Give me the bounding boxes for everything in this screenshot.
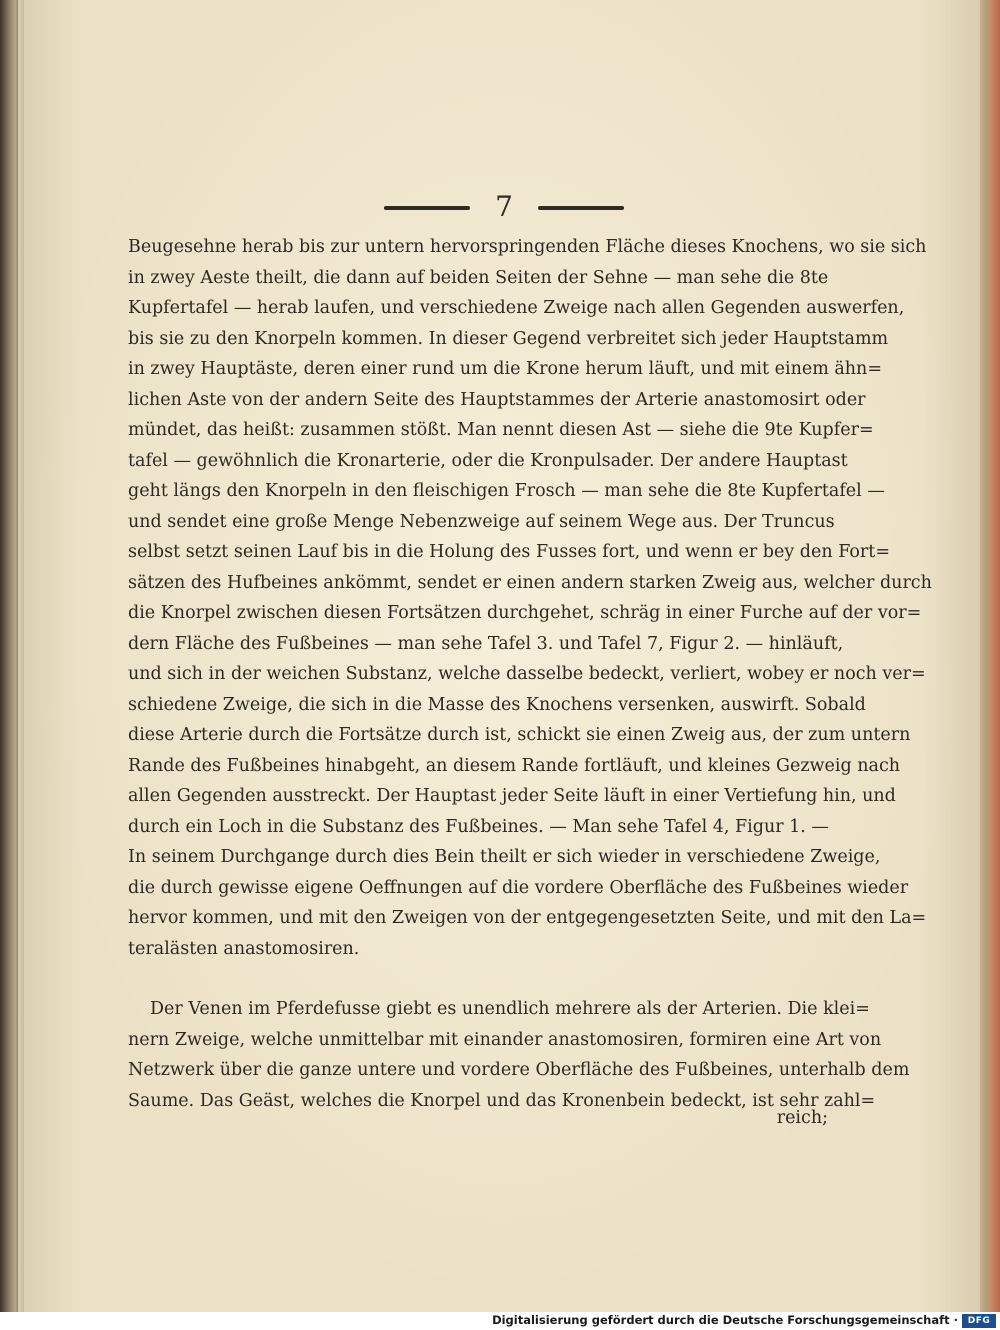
text-line: die durch gewisse eigene Oeffnungen auf die vordere Oberfläche des Fußbeines wieder [128,877,909,898]
text-line: selbst setzt seinen Lauf bis in die Holung des Fusses fort, und wenn er bey den Fort= [128,542,890,562]
paragraph-2 [128,994,910,1116]
text-line: durch ein Loch in die Substanz des Fußbeines. — Man sehe Tafel 4, Figur 1. — [128,816,829,837]
text-line: dern Fläche des Fußbeines — man sehe Tafel 3. und Tafel 7, Figur 2. — hinläuft, [128,633,844,654]
text-line: mündet, das heißt: zusammen stößt. Man nennt diesen Ast — siehe die 9te Kupfer= [128,420,874,440]
header-rule-right [538,206,624,210]
text-line: Rande des Fußbeines hinabgeht, an diesem Rande fortläuft, und kleines Gezweig nach [128,755,901,776]
text-line: Saume. Das Geäst, welches die Knorpel und das Kronenbein bedeckt, ist sehr zahl= [128,1090,876,1111]
text-line: tafel — gewöhnlich die Kronarterie, oder die Kronpulsader. Der andere Hauptast [128,450,848,471]
page-header [24,190,980,226]
page-number: 7 [495,190,513,223]
text-line: die Knorpel zwischen diesen Fortsätzen durchgehet, schräg in einer Furche auf der vor= [128,603,922,623]
text-line: und sich in der weichen Substanz, welche dasselbe bedeckt, verliert, wobey er noch ver= [128,664,926,684]
text-line: geht längs den Knorpeln in den fleischigen Frosch — man sehe die 8te Kupfertafel — [128,481,885,501]
text-line: hervor kommen, und mit den Zweigen von der entgegengesetzten Seite, und mit den La= [128,908,927,928]
text-line: Netzwerk über die ganze untere und vordere Oberfläche des Fußbeines, unterhalb dem [128,1060,910,1080]
text-line: in zwey Hauptäste, deren einer rund um die Krone herum läuft, und mit einem ähn= [128,359,882,379]
text-line: sätzen des Hufbeines ankömmt, sendet er einen andern starken Zweig aus, welcher durch [128,572,932,593]
text-line: diese Arterie durch die Fortsätze durch ist, schickt sie einen Zweig aus, der zum untern [128,725,911,745]
text-line: schiedene Zweige, die sich in die Masse des Knochens versenken, auswirft. Sobald [128,694,866,715]
text-line: nern Zweige, welche unmittelbar mit einander anastomosiren, formiren eine Art von [128,1029,882,1050]
text-line: und sendet eine große Menge Nebenzweige auf seinem Wege aus. Der Truncus [128,511,835,532]
paragraph-1 [128,232,932,964]
text-line: Der Venen im Pferdefusse giebt es unendlich mehrere als der Arterien. Die klei= [150,999,870,1019]
right-page-edges [978,0,1000,1312]
dfg-logo: DFG [962,1314,996,1328]
body-text [128,232,932,1116]
header-rule-left [384,206,470,210]
text-line: bis sie zu den Knorpeln kommen. In dieser Gegend verbreitet sich jeder Hauptstamm [128,328,889,349]
text-line: teralästen anastomosiren. [128,938,360,959]
text-line: allen Gegenden ausstreckt. Der Hauptast jeder Seite läuft in einer Vertiefung hin, und [128,786,896,806]
text-line: Kupfertafel — herab laufen, und verschiedene Zweige nach allen Gegenden auswerfen, [128,298,905,318]
text-line: In seinem Durchgange durch dies Bein theilt er sich wieder in verschiedene Zweige, [128,847,881,867]
text-line: in zwey Aeste theilt, die dann auf beiden Seiten der Sehne — man sehe die 8te [128,267,829,288]
text-line: lichen Aste von der andern Seite des Hauptstammes der Arterie anastomosirt oder [128,389,866,410]
text-line: Beugesehne herab bis zur untern hervorspringenden Fläche dieses Knochens, wo sie sich [128,237,927,257]
digitization-credit: Digitalisierung gefördert durch die Deutsche Forschungsgemeinschaft · [492,1313,958,1327]
catchword: reich; [776,1108,828,1128]
